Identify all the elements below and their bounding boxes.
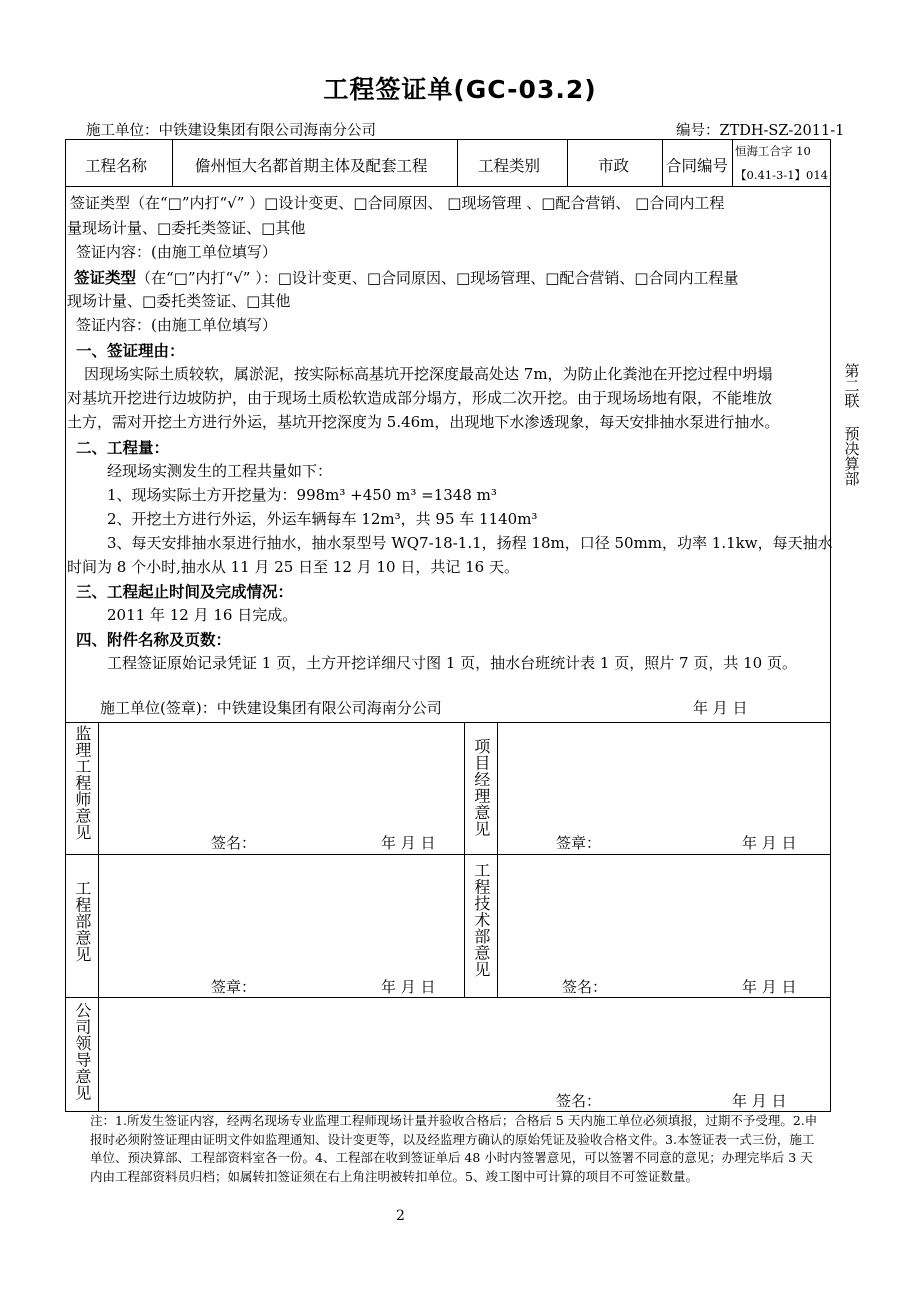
tech-dept-date: 年 月 日 bbox=[742, 978, 797, 996]
project-name-value: 儋州恒大名都首期主体及配套工程 bbox=[195, 157, 428, 175]
footnote: 注：1.所发生签证内容，经两名现场专业监理工程师现场计量并验收合格后；合格后 5 天内施工单位必须填报，过期不予受理。2.申报时必须附签证理由证明文件如监理通知、设计变更等，以及经监理方确认的原始凭证及验收合格文件。3.本签证表一式三份，施工单位、预决算部、工程部资料室各一份。4、工程部在收到签证单后 48 小时内签署意见，可以签署不同意的意见；办理完毕后 3 天内由工程部资料员归档；如属转扣签证须在右上角注明被转扣单位。5、竣工图中可计算的项目不可签证数量。 bbox=[90, 1113, 818, 1184]
section-2-item-3b: 时间为 8 个小时,抽水从 11 月 25 日至 12 月 10 日，共记 16 天。 bbox=[67, 558, 519, 576]
visa-type-line-1a: 签证类型（在“□”内打“√” ）□设计变更、□合同原因、 □现场管理 、□配合营销、 □合同内工程 bbox=[70, 194, 725, 212]
engineering-dept-date: 年 月 日 bbox=[381, 978, 436, 996]
visa-content-line-1: 签证内容：(由施工单位填写） bbox=[76, 243, 277, 261]
company-leader-date: 年 月 日 bbox=[732, 1092, 787, 1110]
construction-unit: 施工单位：中铁建设集团有限公司海南分公司 bbox=[86, 123, 376, 139]
construction-unit-signature: 施工单位(签章)：中铁建设集团有限公司海南分公司 bbox=[100, 699, 442, 717]
contract-number-label: 合同编号 bbox=[666, 157, 729, 175]
section-4-title: 四、附件名称及页数： bbox=[76, 631, 232, 649]
company-leader-sign: 签名： bbox=[556, 1092, 602, 1110]
supervisor-opinion-label: 监理工程师意见 bbox=[72, 725, 92, 841]
section-1-line-3: 土方，需对开挖土方进行外运，基坑开挖深度为 5.46m，出现地下水渗透现象，每天安排抽水泵进行抽水。 bbox=[67, 413, 780, 431]
tech-dept-sign: 签名： bbox=[562, 978, 608, 996]
visa-type-bold-label: 签证类型 bbox=[74, 269, 137, 287]
visa-content-line-2: 签证内容：(由施工单位填写） bbox=[76, 316, 277, 334]
section-2-intro: 经现场实测发生的工程共量如下： bbox=[107, 462, 333, 480]
section-1-line-1: 因现场实际土质较软，属淤泥，按实际标高基坑开挖深度最高处达 7m，为防止化粪池在开挖过程中坍塌 bbox=[84, 365, 773, 383]
project-manager-date: 年 月 日 bbox=[742, 834, 797, 852]
project-name-label: 工程名称 bbox=[85, 157, 148, 175]
document-number: 编号：ZTDH-SZ-2011-1 bbox=[676, 123, 845, 139]
section-1-line-2: 对基坑开挖进行边坡防护，由于现场土质松软造成部分塌方，形成二次开挖。由于现场场地有限，不能堆放 bbox=[67, 389, 773, 407]
engineering-dept-sign: 签章： bbox=[211, 978, 257, 996]
section-2-item-3a: 3、每天安排抽水泵进行抽水，抽水泵型号 WQ7-18-1.1，扬程 18m，口径 50mm，功率 1.1kw，每天抽水 bbox=[107, 534, 833, 552]
section-2-item-1: 1、现场实际土方开挖量为：998m³ +450 m³ =1348 m³ bbox=[107, 486, 497, 504]
section-1-title: 一、签证理由： bbox=[76, 342, 185, 360]
construction-unit-date: 年 月 日 bbox=[693, 699, 748, 717]
section-3-text: 2011 年 12 月 16 日完成。 bbox=[107, 606, 298, 624]
tech-dept-opinion-label: 工程技术部意见 bbox=[471, 862, 491, 978]
page-title: 工程签证单(GC-03.2) bbox=[323, 75, 597, 104]
section-4-text: 工程签证原始记录凭证 1 页，土方开挖详细尺寸图 1 页，抽水台班统计表 1 页，照片 7 页，共 10 页。 bbox=[107, 654, 797, 672]
supervisor-date: 年 月 日 bbox=[381, 834, 436, 852]
supervisor-sign: 签名： bbox=[211, 834, 257, 852]
contract-number-value-line2: 【0.41-3-1】014 bbox=[735, 168, 828, 182]
project-manager-opinion-label: 项目经理意见 bbox=[471, 738, 491, 837]
section-2-title: 二、工程量： bbox=[76, 439, 170, 457]
contract-number-value-line1: 恒海工合字 10 bbox=[735, 144, 811, 158]
project-type-value: 市政 bbox=[598, 157, 630, 175]
section-2-item-2: 2、开挖土方进行外运，外运车辆每车 12m³，共 95 车 1140m³ bbox=[107, 510, 538, 528]
copy-designation-side-note: 第二联 预决算部 bbox=[842, 363, 861, 486]
visa-type-line-1b: 量现场计量、□委托类签证、□其他 bbox=[67, 219, 306, 237]
section-3-title: 三、工程起止时间及完成情况： bbox=[76, 583, 294, 601]
visa-type-line-2a: （在“□”内打“√” ）：□设计变更、□合同原因、□现场管理、□配合营销、□合同内工程量 bbox=[136, 269, 739, 287]
engineering-dept-opinion-label: 工程部意见 bbox=[72, 880, 92, 963]
page-number: 2 bbox=[396, 1208, 405, 1224]
company-leader-opinion-label: 公司领导意见 bbox=[72, 1002, 92, 1101]
visa-type-line-2b: 现场计量、□委托类签证、□其他 bbox=[67, 292, 291, 310]
project-type-label: 工程类别 bbox=[478, 157, 541, 175]
visa-type-line-2 bbox=[74, 266, 739, 288]
project-manager-sign: 签章： bbox=[556, 834, 602, 852]
